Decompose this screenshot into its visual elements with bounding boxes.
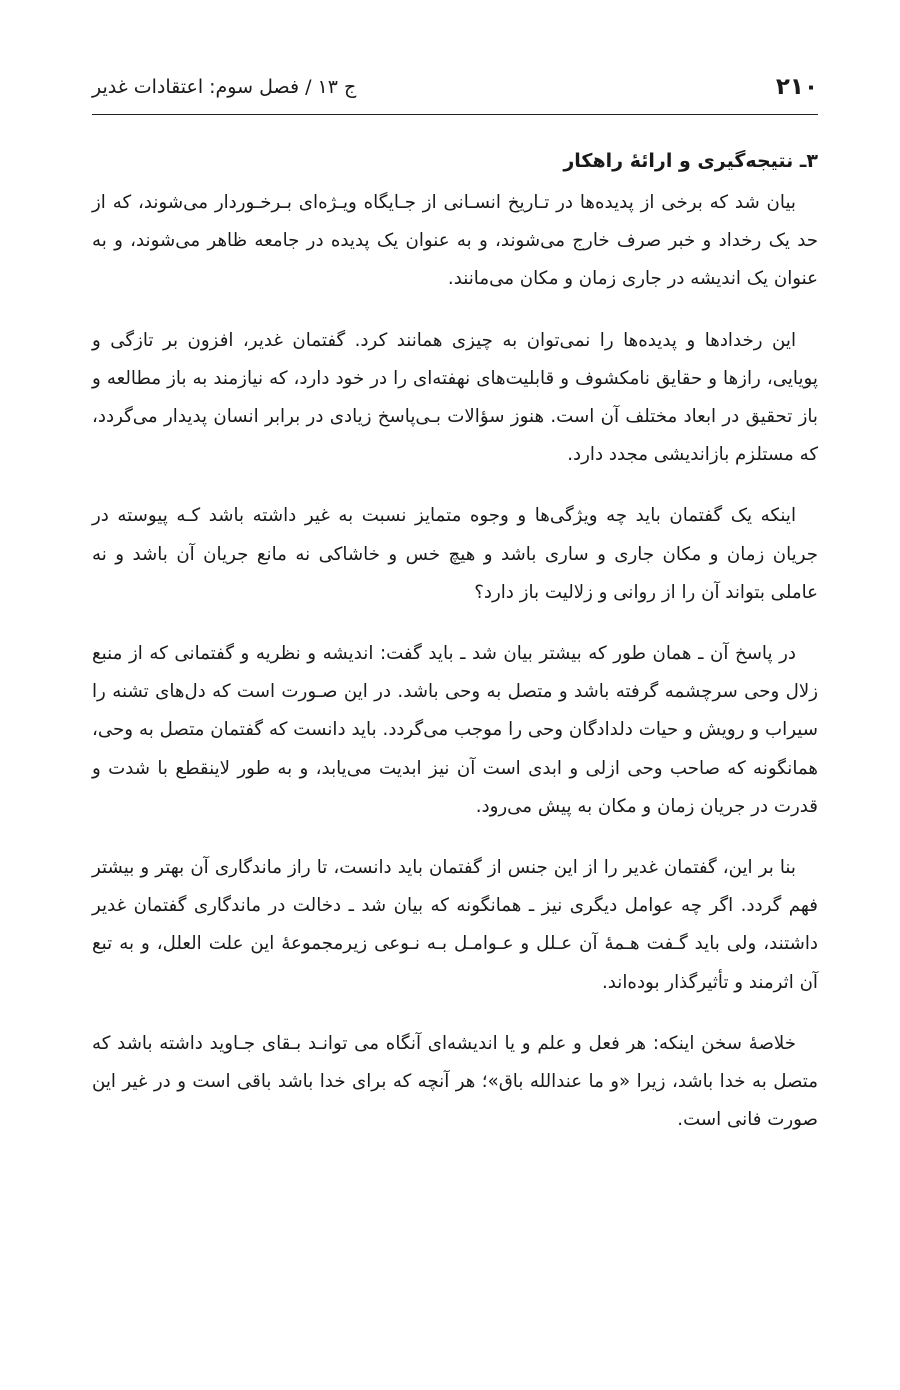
section-heading: ۳ـ نتیجه‌گیری و ارائۀ راهکار	[563, 150, 818, 172]
book-page	[92, 0, 818, 1390]
paragraph: اینکه یک گفتمان باید چه ویژگی‌ها و وجوه متمایز نسبت به غیر داشته باشد کـه پیوسته در جریان زمان و مکان جاری و ساری باشد و هیچ خس و خاشاکی نه مانع جریان آن باشد و نه عاملی بتواند آن را از روانی و زلالیت باز دارد؟	[92, 505, 818, 603]
running-title: ج ۱۳ / فصل سوم: اعتقادات غدیر	[92, 76, 357, 98]
page-number: ۲۱۰	[775, 74, 818, 100]
running-header	[92, 60, 818, 115]
paragraph: خلاصۀ سخن اینکه: هر فعل و علم و یا اندیشه‌ای آنگاه می توانـد بـقای جـاوید داشته باشد که متصل به خدا باشد، زیرا «و ما عندالله باق»؛ هر آنچه که برای خدا باشد باقی است و در غیر این صورت فانی است.	[92, 1032, 818, 1131]
paragraph: این رخدادها و پدیده‌ها را نمی‌توان به چیزی همانند کرد. گفتمان غدیر، افزون بر تازگی و پویایی، رازها و حقایق نامکشوف و قابلیت‌های نهفته‌ای را در خود دارد، که نیازمند به باز مطالعه و باز تحقیق در ابعاد مختلف آن است. هنوز سؤالات بـی‌پاسخ زیادی در برابر انسان پدیدار می‌گردد، که مستلزم بازاندیشی مجدد دارد.	[92, 329, 818, 466]
page-content	[92, 144, 818, 1162]
paragraph: در پاسخ آن ـ همان طور که بیشتر بیان شد ـ باید گفت: اندیشه و نظریه و گفتمانی که از منبع زلال وحی سرچشمه گرفته باشد و متصل به وحی باشد. در این صـورت است که دل‌های تشنه را سیراب و رویش و حیات دلدادگان وحی را موجب می‌گردد. باید دانست که گفتمان متصل به وحی، همانگونه که صاحب وحی ازلی و ابدی است آن نیز ابدیت می‌یابد، و به طور لاینقطع با شدت و قدرت در جریان زمان و مکان به پیش می‌رود.	[92, 643, 818, 817]
paragraph: بنا بر این، گفتمان غدیر را از این جنس از گفتمان باید دانست، تا راز ماندگاری آن بهتر و بیشتر فهم گردد. اگر چه عوامل دیگری نیز ـ همانگونه که بیان شد ـ دخالت در ماندگاری گفتمان غدیر داشتند، ولی باید گـفت هـمۀ آن عـلل و عـوامـل بـه نـوعی زیرمجموعۀ این علت العلل، و به تبع آن اثرمند و تأثیرگذار بوده‌اند.	[92, 857, 818, 993]
paragraph: بیان شد که برخی از پدیده‌ها در تـاریخ انسـانی از جـایگاه ویـژه‌ای بـرخـوردار می‌شوند، که از حد یک رخداد و خبر صرف خارج می‌شوند، و به عنوان یک پدیده در جامعه ظاهر می‌شوند، و به عنوان یک اندیشه در جاری زمان و مکان می‌مانند.	[92, 192, 818, 290]
